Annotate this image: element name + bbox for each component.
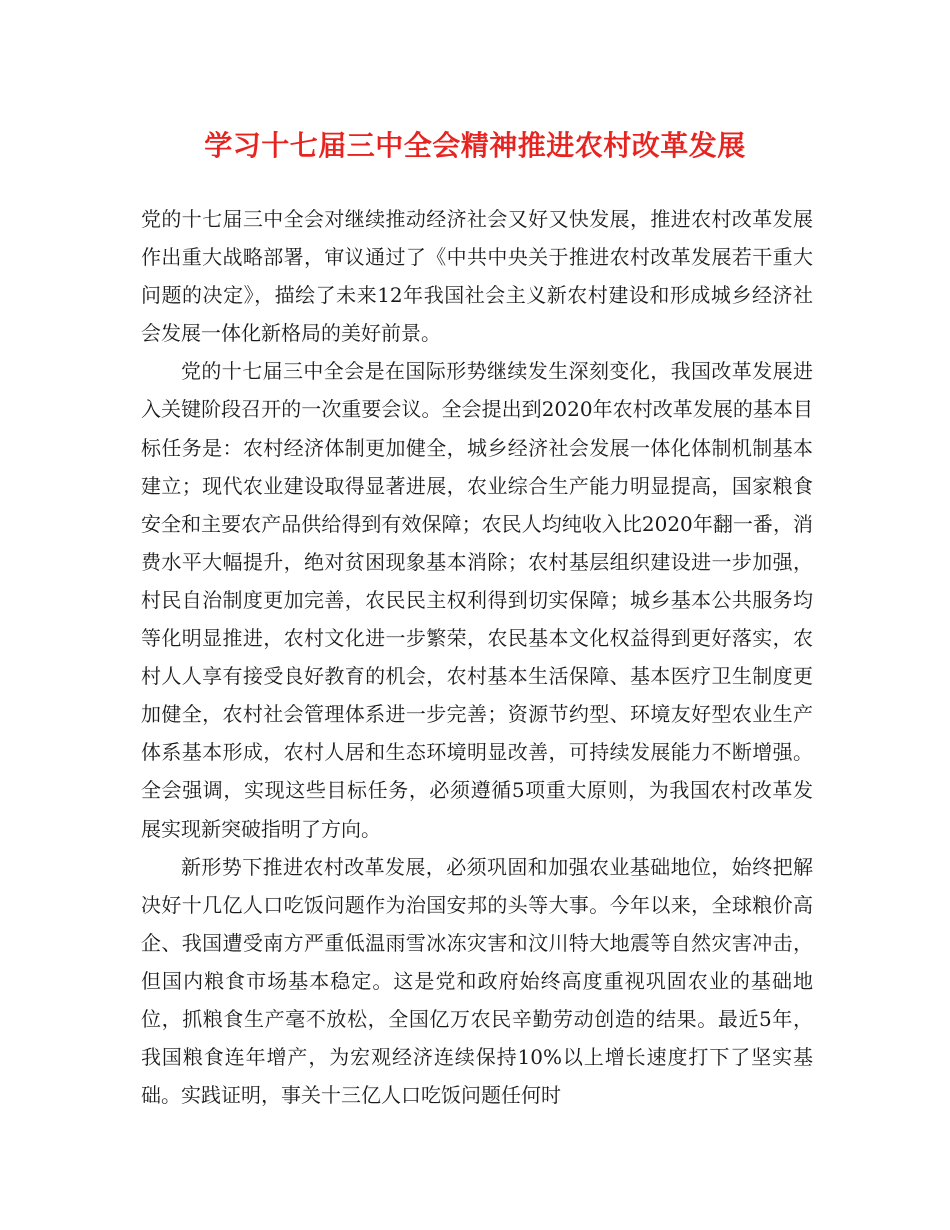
document-body [141, 200, 813, 1114]
paragraph-intro: 党的十七届三中全会对继续推动经济社会又好又快发展，推进农村改革发展作出重大战略部署，审议通过了《中共中央关于推进农村改革发展若干重大问题的决定》，描绘了未来12年我国社会主义新农村建设和形成城乡经济社会发展一体化新格局的美好前景。 [141, 207, 813, 346]
paragraph-agriculture-foundation: 新形势下推进农村改革发展，必须巩固和加强农业基础地位，始终把解决好十几亿人口吃饭问题作为治国安邦的头等大事。今年以来，全球粮价高企、我国遭受南方严重低温雨雪冰冻灾害和汶川特大地震等自然灾害冲击，但国内粮食市场基本稳定。这是党和政府始终高度重视巩固农业的基础地位，抓粮食生产毫不放松，全国亿万农民辛勤劳动创造的结果。最近5年，我国粮食连年增产，为宏观经济连续保持10%以上增长速度打下了坚实基础。实践证明，事关十三亿人口吃饭问题任何时 [141, 854, 813, 1108]
paragraph-plenum-goals: 党的十七届三中全会是在国际形势继续发生深刻变化，我国改革发展进入关键阶段召开的一次重要会议。全会提出到2020年农村改革发展的基本目标任务是：农村经济体制更加健全，城乡经济社会发展一体化体制机制基本建立；现代农业建设取得显著进展，农业综合生产能力明显提高，国家粮食安全和主要农产品供给得到有效保障；农民人均纯收入比2020年翻一番，消费水平大幅提升，绝对贫困现象基本消除；农村基层组织建设进一步加强，村民自治制度更加完善，农民民主权利得到切实保障；城乡基本公共服务均等化明显推进，农村文化进一步繁荣，农民基本文化权益得到更好落实，农村人人享有接受良好教育的机会，农村基本生活保障、基本医疗卫生制度更加健全，农村社会管理体系进一步完善；资源节约型、环境友好型农业生产体系基本形成，农村人居和生态环境明显改善，可持续发展能力不断增强。全会强调，实现这些目标任务，必须遵循5项重大原则，为我国农村改革发展实现新突破指明了方向。 [141, 359, 813, 841]
document-title: 学习十七届三中全会精神推进农村改革发展 [204, 129, 746, 162]
